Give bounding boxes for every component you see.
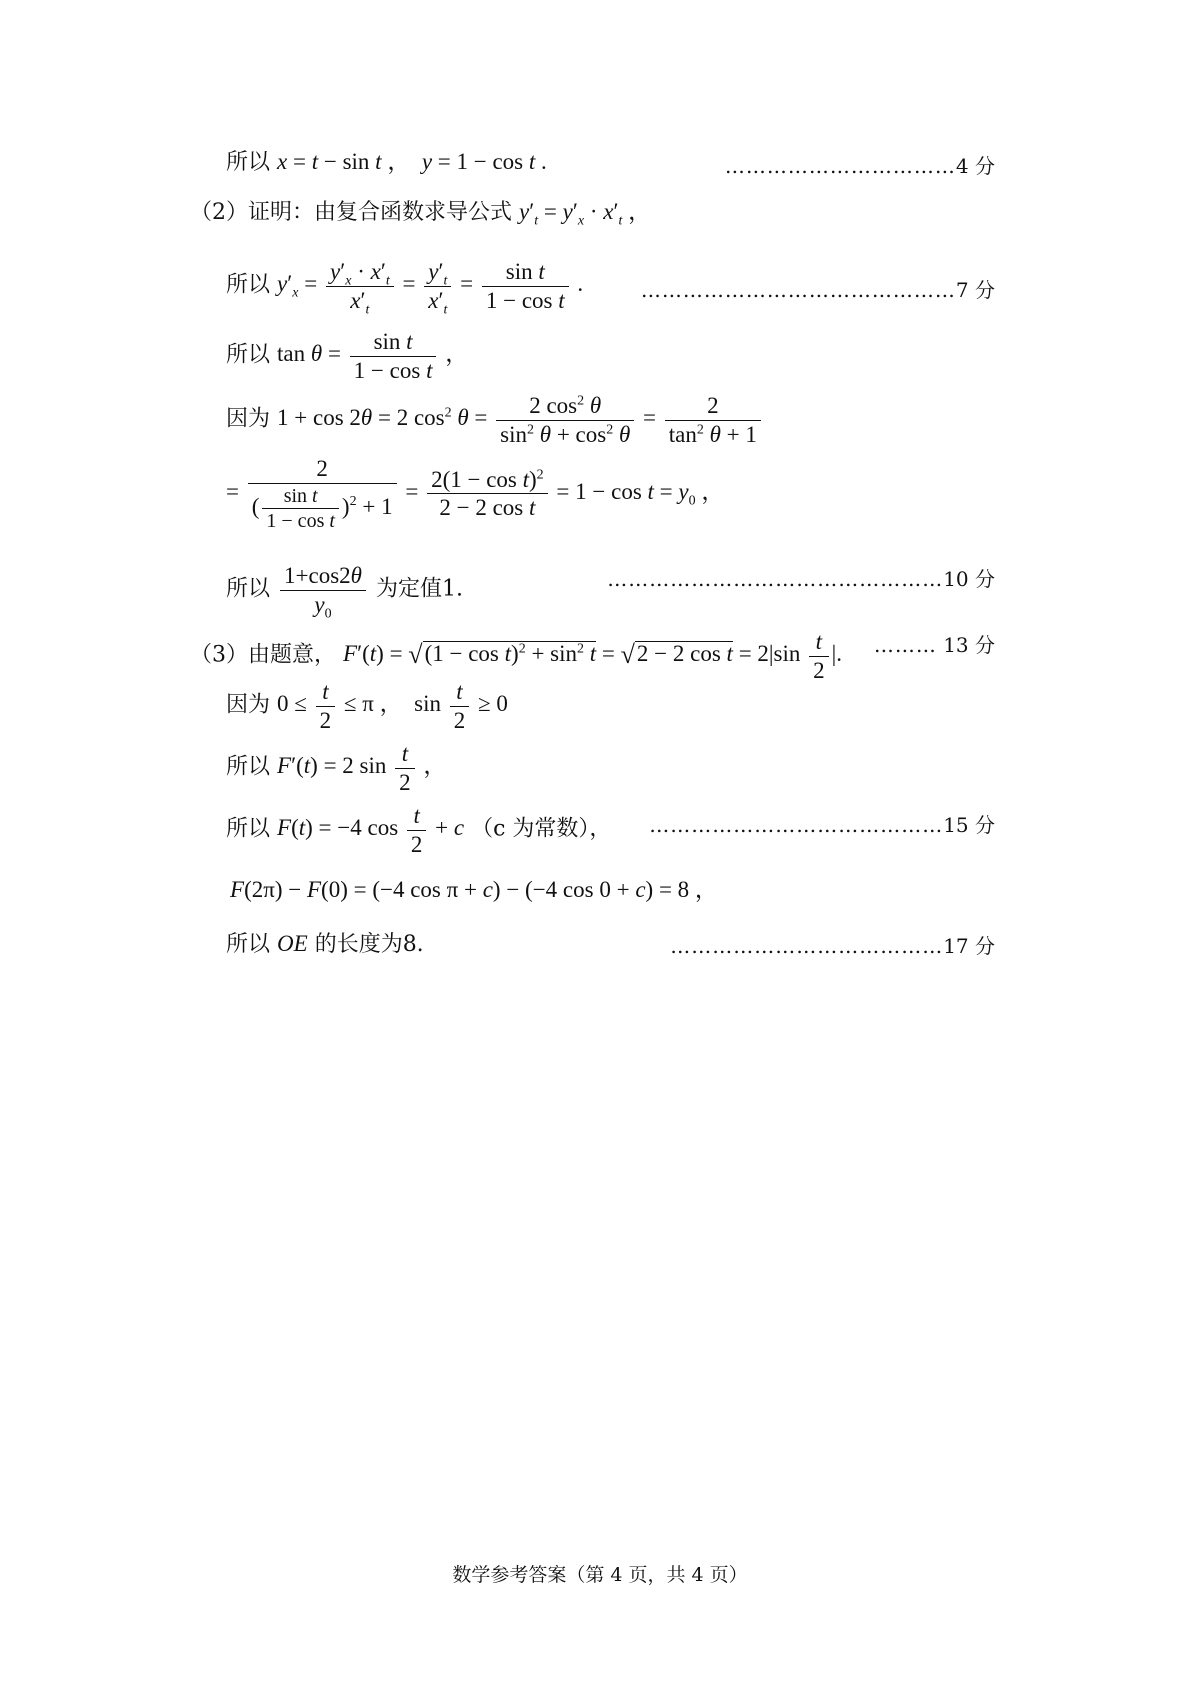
answer-line-5 [226,392,764,448]
line-prefix: 所以 [226,150,271,175]
equation: $F'(t) = √(1 - \cos t)^2 + \sin^2 t = √2 - 2$ cos t = 2|sin $\frac{t}{2}$ |. [343,629,842,683]
answer-line-4 [226,328,468,384]
equation: tan θ = $\frac{\text{sin t}}{\text{1 − cos t}}$ ， [277,329,469,383]
equation: $\frac{1+\cos 2\theta}{y_0}$ [277,575,369,600]
line-prefix: 所以 [226,272,271,298]
line-suffix: 的长度为8. [314,932,424,957]
answer-line-7 [226,562,463,622]
line-prefix: 因为 [226,406,271,432]
line-prefix: 所以 [226,932,271,957]
equation: F′(t) = 2 sin $\frac{t}{2}$ ， [277,741,447,795]
answer-line-12 [230,878,718,902]
line-prefix: （2）证明：由复合函数求导公式 [190,200,512,225]
score-15: ……………………………………15 分 [649,813,995,837]
equation: x = t − sin t ， y = 1 − cos t . [277,149,547,174]
page-footer: 数学参考答案（第 4 页，共 4 页） [452,1564,748,1586]
score-10: …………………………………………10 分 [607,567,995,591]
score-17: …………………………………17 分 [670,934,995,958]
line-prefix: 所以 [226,576,271,602]
equation: = 2 ( $\frac{\text{sin t}}{\text{1 − cos t}}$ )$^2$ + 1 = $\frac{2(1 - \cos t)^2}{\text{2 − 2 cos t}}$ = $1 - \cos t = y_0$ ， [226,456,725,532]
equation: F(t) = −4 cos $\frac{t}{2}$ + c [277,803,465,857]
score-13: ……… 13 分 [873,633,995,657]
equation: $y'_x$ = $\frac{y'_x \cdot x'_t}{x'_t}$ = $\frac{y'_t}{x'_t}$ = $\frac{\text{sin t}}{\text{1 − cos t}}$ . [277,259,584,318]
equation: 0 ≤ $\frac{t}{2}$ ≤ π ， sin $\frac{t}{2}$ ≥ 0 [277,679,508,733]
line-prefix: 因为 [226,692,271,718]
answer-line-9 [226,678,508,734]
line-prefix: （3）由题意， [190,642,336,668]
equation: $y'_t = y'_x \cdot x'_t$ ， [519,199,652,229]
line-prefix: 所以 [226,754,271,780]
equation: F(2π) − F(0) = (−4 cos π + c) − (−4 cos 0 + c) = 8 ， [230,877,718,902]
line-note: （c 为常数）， [471,816,612,842]
answer-line-1 [226,150,547,174]
line-prefix: 所以 [226,342,271,368]
segment-label: OE [277,931,308,956]
answer-line-13 [226,932,424,956]
answer-line-10 [226,740,446,796]
line-prefix: 所以 [226,816,271,842]
score-7: ………………………………………7 分 [640,278,995,302]
answer-line-2 [190,199,652,229]
answer-line-3 [226,258,584,318]
answer-line-6 [226,455,724,533]
equation: 1 + cos 2θ = 2 $\cos^2 \theta$ = $\frac{2 \cos^2 \theta}{\sin^2 \theta + \cos^2 \theta}$ = $\frac{2}{\tan^2 \theta + 1}$ [277,405,764,430]
answer-line-8 [190,628,842,684]
answer-line-11 [226,802,611,858]
line-suffix: 为定值1. [375,576,463,602]
score-4: ……………………………4 分 [724,154,995,178]
